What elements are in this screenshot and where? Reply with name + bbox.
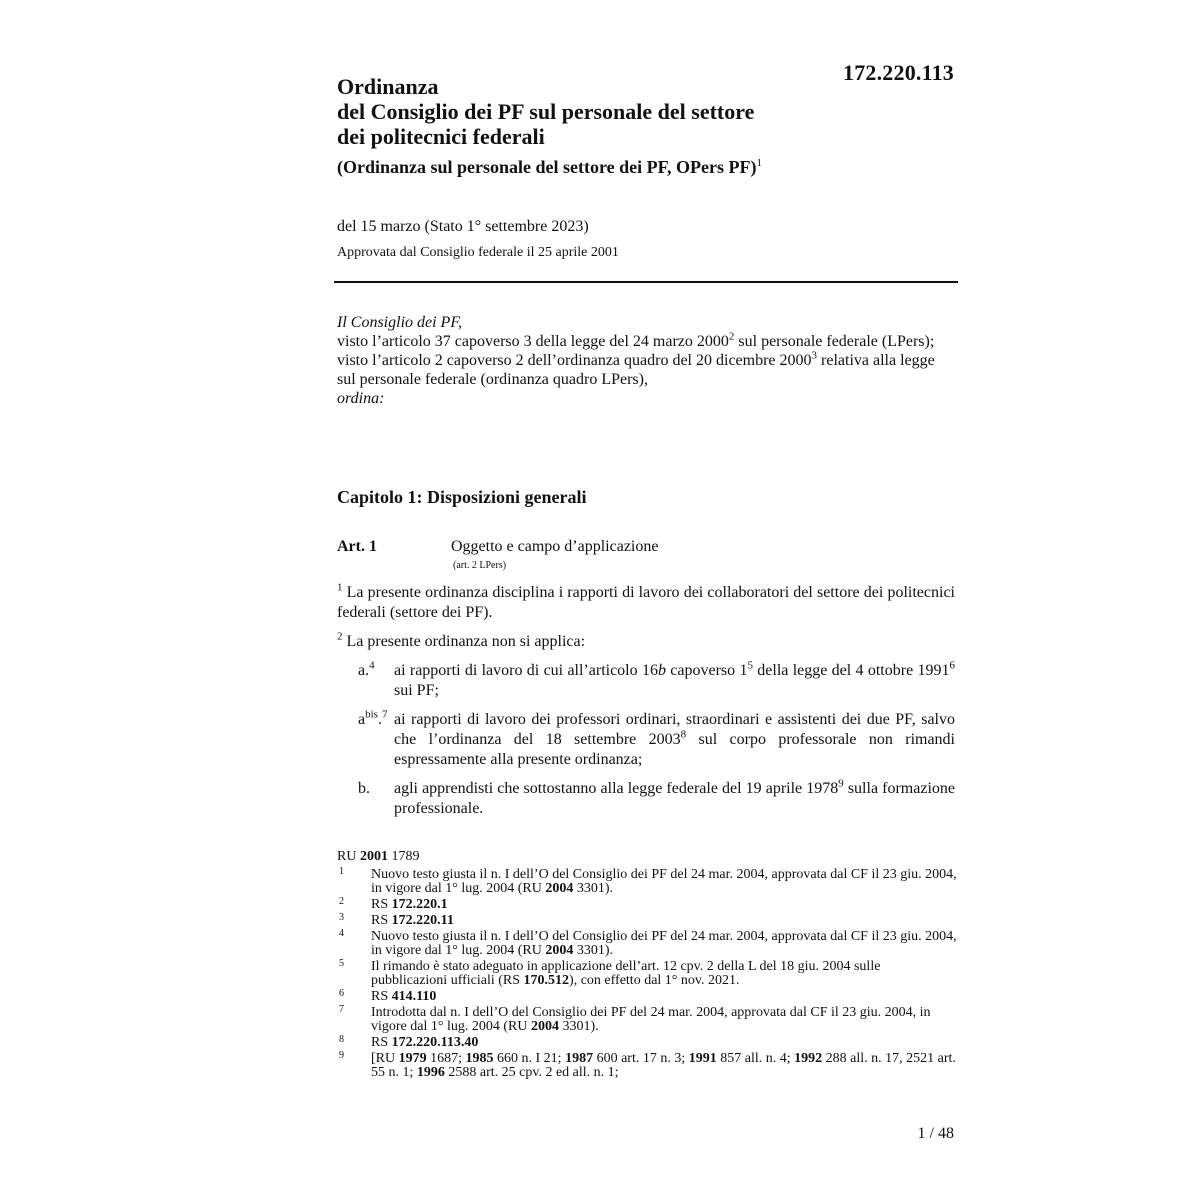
header-divider xyxy=(334,281,958,283)
rs-link[interactable]: 172.220.1 xyxy=(391,897,448,912)
preamble-visto-1: visto l’articolo 37 capoverso 3 della legge del 24 marzo 2000$^2$ sul personale federale (LPers); xyxy=(337,330,935,350)
list-item-a: a.$^4$ ai rapporti di lavoro di cui all’articolo 16b capoverso 1$^5$ della legge del 4 ottobre 1991$^6$ sui PF; xyxy=(358,659,956,699)
page-number: 1 / 48 xyxy=(917,1125,954,1142)
article-title: Oggetto e campo d’applicazione xyxy=(451,538,659,555)
date-status-line: del 15 marzo (Stato 1° settembre 2023) xyxy=(337,218,589,235)
title-line-2: del Consiglio dei PF sul personale del settore xyxy=(337,99,755,124)
footnote-ref[interactable]: 9 xyxy=(838,777,844,790)
short-title-text: (Ordinanza sul personale del settore dei PF, OPers PF) xyxy=(337,157,757,177)
footnote-ref[interactable]: 4 xyxy=(369,659,375,672)
footnote-ref[interactable]: 8 xyxy=(680,728,687,741)
list-label: b. xyxy=(358,780,370,797)
rs-link[interactable]: 172.220.113.40 xyxy=(391,1035,479,1050)
approval-line: Approvata dal Consiglio federale il 25 aprile 2001 xyxy=(337,245,619,260)
footnotes xyxy=(337,868,957,1082)
rs-link[interactable]: 172.220.11 xyxy=(391,913,454,928)
footnote: 8 RS 172.220.113.40 xyxy=(339,1034,479,1050)
list-label: a$^{bis}$.$^7$ xyxy=(358,708,388,728)
footnote: 4 Nuovo testo giusta il n. I dell’O del Consiglio dei PF del 24 mar. 2004, approvata dal CF il 23 giu. 2004, in vigore dal 1° lug. 2004 (RU 2004 3301). xyxy=(339,928,957,958)
footnote: 1 Nuovo testo giusta il n. I dell’O del Consiglio dei PF del 24 mar. 2004, approvata dal CF il 23 giu. 2004, in vigore dal 1° lug. 2004 (RU 2004 3301). xyxy=(339,866,957,896)
footnote: 5 Il rimando è stato adeguato in applicazione dell’art. 12 cpv. 2 della L del 18 giu. 2004 sulle pubblicazioni ufficiali (RS 170.512), con effetto dal 1° nov. 2021. xyxy=(339,958,881,988)
title-line-1: Ordinanza xyxy=(337,74,439,99)
footnote: 6 RS 414.110 xyxy=(339,988,437,1004)
ru-reference: RU 2001 1789 xyxy=(337,849,420,864)
paragraph-2: $^2$ La presente ordinanza non si applica: xyxy=(337,630,586,650)
title-line-3: dei politecnici federali xyxy=(337,124,545,149)
footnote: 2 RS 172.220.1 xyxy=(339,896,448,912)
footnote-ref[interactable]: 5 xyxy=(747,659,753,672)
paragraph-number: 2 xyxy=(337,630,343,643)
preamble-authority: Il Consiglio dei PF, xyxy=(337,314,463,331)
footnote: 9 [RU 1979 1687; 1985 660 n. I 21; 1987 600 art. 17 n. 3; 1991 857 all. n. 4; 1992 288 all. n. 17, 2521 art. 55 n. 1; 1996 2588 art. 25 cpv. 2 ed all. n. 1; xyxy=(339,1050,956,1080)
chapter-heading: Capitolo 1: Disposizioni generali xyxy=(337,487,587,507)
preamble-ordina: ordina: xyxy=(337,390,385,407)
list-item-abis: a$^{bis}$.$^7$ ai rapporti di lavoro dei professori ordinari, straordinari e assistenti dei due PF, salvo che l’ordinanza del 18 settembre 2003$^8$ sul corpo professorale non rimandi espressamente alla presente ordinanza; xyxy=(358,708,955,768)
footnote-ref[interactable]: 6 xyxy=(949,659,956,672)
short-title xyxy=(337,157,957,178)
article-reference: (art. 2 LPers) xyxy=(453,560,507,571)
footnote: 3 RS 172.220.11 xyxy=(339,912,454,928)
paragraph-1: $^1$ La presente ordinanza disciplina i rapporti di lavoro dei collaboratori del settore dei politecnici federali (settore dei PF). xyxy=(337,581,955,621)
footnote: 7 Introdotta dal n. I dell’O del Consiglio dei PF del 24 mar. 2004, approvata dal CF il 23 giu. 2004, in vigore dal 1° lug. 2004 (RU 2004 3301). xyxy=(339,1004,931,1034)
paragraph-number: 1 xyxy=(337,581,343,594)
article-number: Art. 1 xyxy=(337,538,377,555)
footnote-ref[interactable]: 7 xyxy=(381,708,388,721)
title-block xyxy=(337,74,957,178)
preamble xyxy=(337,313,957,408)
footnote-ref[interactable]: 2 xyxy=(728,330,735,343)
footnote-ref[interactable]: 3 xyxy=(811,349,818,362)
list-item-b: b. agli apprendisti che sottostanno alla legge federale del 19 aprile 1978$^9$ sulla formazione professionale. xyxy=(358,777,955,817)
footnote-ref[interactable]: 1 xyxy=(756,157,762,169)
preamble-visto-2: visto l’articolo 2 capoverso 2 dell’ordinanza quadro del 20 dicembre 2000$^3$ relativa alla legge sul personale federale (ordinanza quadro LPers), xyxy=(337,349,935,388)
rs-link[interactable]: 414.110 xyxy=(391,989,437,1004)
rs-link[interactable]: 170.512 xyxy=(523,973,570,988)
article-body xyxy=(337,583,955,828)
sr-number: 172.220.113 xyxy=(843,60,954,85)
list-label: a.$^4$ xyxy=(358,659,375,679)
